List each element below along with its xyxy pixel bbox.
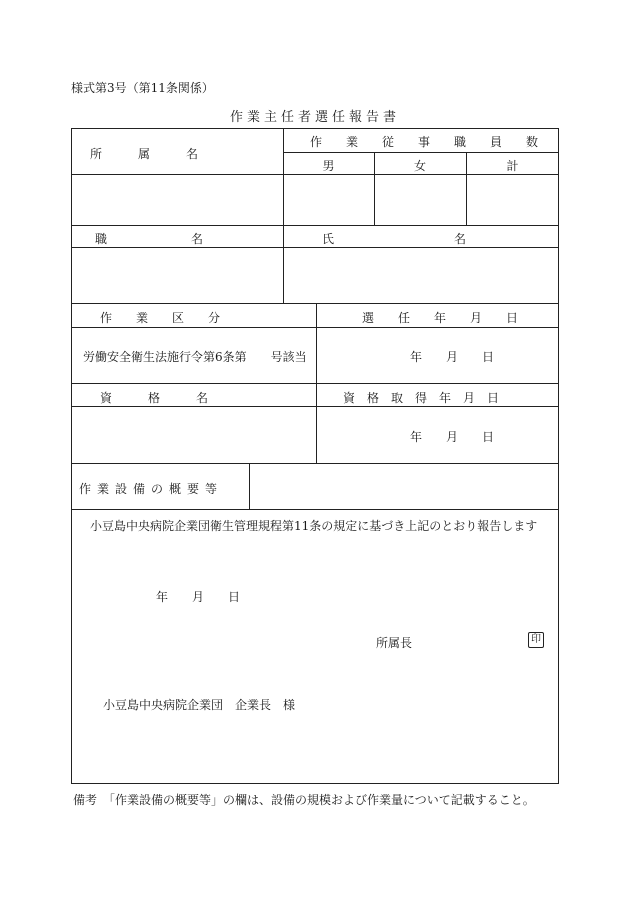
total-count-input[interactable] [467, 175, 558, 224]
divider [71, 225, 559, 226]
position-input[interactable] [72, 248, 282, 302]
recipient: 小豆島中央病院企業団 企業長 様 [103, 698, 296, 712]
document-title: 作業主任者選任報告書 [229, 110, 400, 125]
affiliation-header: 所 属 名 [90, 147, 199, 161]
divider [283, 152, 559, 153]
divider [71, 327, 559, 328]
divider [316, 303, 317, 463]
position-header: 職 名 [95, 232, 204, 246]
report-date[interactable]: 年 月 日 [156, 590, 241, 604]
affiliation-input[interactable] [72, 175, 282, 224]
seal-mark: 印 [528, 632, 544, 648]
divider [71, 303, 559, 304]
divider [71, 509, 559, 510]
qualification-name-header: 資 格 名 [100, 391, 209, 405]
department-head-label: 所属長 [376, 636, 413, 650]
qualification-name-input[interactable] [72, 407, 315, 462]
female-header: 女 [413, 159, 426, 173]
total-header: 計 [506, 159, 519, 173]
work-category-value[interactable]: 労働安全衛生法施行令第6条第 号該当 [83, 350, 307, 364]
appointment-date-input[interactable]: 年 月 日 [410, 350, 495, 364]
equipment-summary-header: 作業設備の概要等 [79, 482, 224, 496]
form-id: 様式第3号（第11条関係） [71, 81, 214, 95]
female-count-input[interactable] [375, 175, 465, 224]
staff-count-header: 作 業 従 事 職 員 数 [310, 135, 539, 149]
work-category-header: 作 業 区 分 [100, 311, 221, 325]
qualification-date-header: 資 格 取 得 年 月 日 [343, 391, 500, 405]
equipment-summary-input[interactable] [250, 464, 558, 508]
remarks-note: 備考 「作業設備の概要等」の欄は、設備の規模および作業量について記載すること。 [73, 793, 535, 807]
report-statement: 小豆島中央病院企業団衛生管理規程第11条の規定に基づき上記のとおり報告します [90, 519, 538, 533]
divider [71, 383, 559, 384]
male-count-input[interactable] [284, 175, 373, 224]
appointment-date-header: 選 任 年 月 日 [362, 311, 519, 325]
name-header: 氏 名 [322, 232, 467, 246]
qualification-date-input[interactable]: 年 月 日 [410, 430, 495, 444]
name-input[interactable] [284, 248, 558, 302]
male-header: 男 [322, 159, 335, 173]
